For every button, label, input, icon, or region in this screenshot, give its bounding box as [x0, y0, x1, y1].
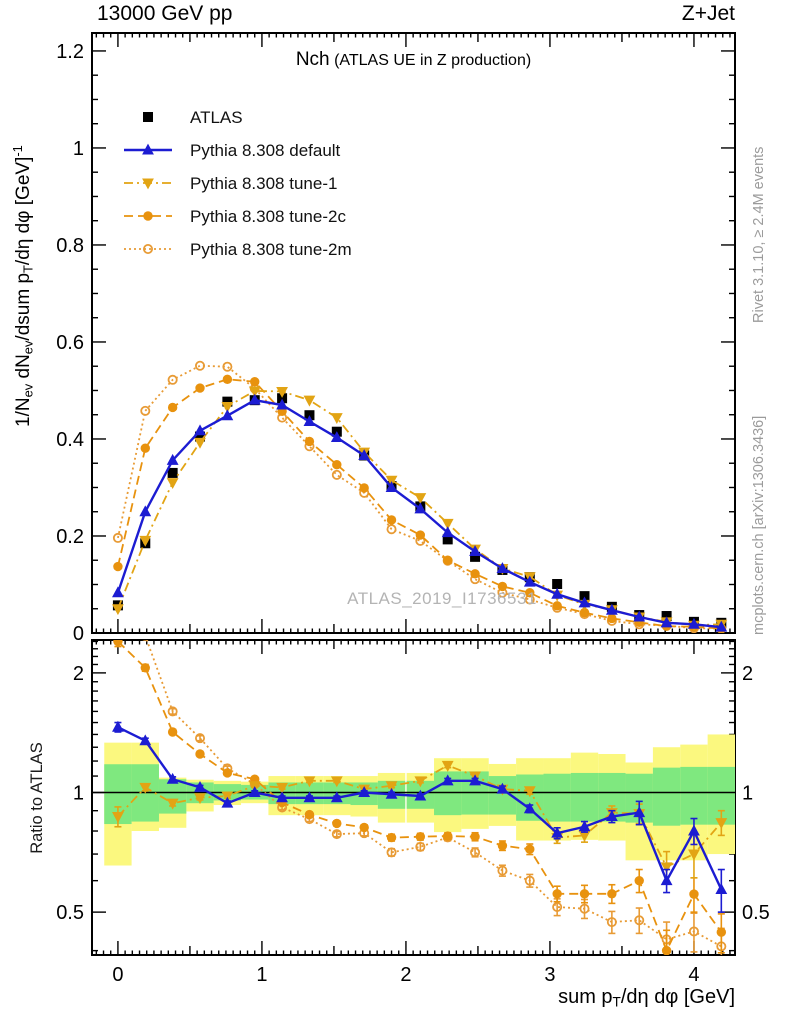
plot-title [92, 49, 735, 71]
data-marker [250, 377, 259, 386]
data-marker [331, 413, 343, 424]
data-marker [635, 876, 644, 885]
legend-entry-atlas [143, 108, 243, 127]
data-marker [195, 749, 204, 758]
legend-label-atlas: ATLAS [190, 108, 243, 127]
data-marker [113, 637, 122, 646]
main-y-tick-label: 0.2 [56, 525, 84, 548]
data-marker [332, 819, 341, 828]
data-marker [141, 663, 150, 672]
main-y-axis-title: 1/Nev dNev/dsum pT/dη dφ [GeV]$^{-1}$ [10, 145, 36, 427]
data-marker [580, 889, 589, 898]
green-band-bin [653, 768, 680, 826]
data-marker [143, 112, 153, 122]
x-axis-title: sum pT/dη dφ [GeV] [558, 986, 735, 1010]
main-y-tick-label: 0 [72, 623, 84, 645]
x-tick-label: 3 [544, 964, 556, 986]
data-marker [416, 530, 425, 539]
data-marker [142, 179, 154, 190]
main-y-tick-label: 0.4 [56, 428, 84, 451]
main-y-tick-label: 0.6 [56, 331, 84, 354]
data-marker [689, 889, 698, 898]
ratio-y-axis-title: Ratio to ATLAS [28, 742, 46, 854]
green-band-bin [516, 775, 543, 821]
legend-entry-tune2m [124, 240, 352, 259]
data-marker [717, 928, 726, 937]
data-marker [221, 409, 233, 420]
data-marker [143, 211, 152, 220]
ratio-y-tick-label-right: 2 [742, 662, 754, 685]
data-marker [387, 515, 396, 524]
data-marker [141, 407, 149, 415]
data-marker [223, 768, 232, 777]
data-marker [223, 375, 232, 384]
data-marker [416, 832, 425, 841]
data-marker [305, 810, 314, 819]
data-marker [333, 471, 341, 479]
data-marker [141, 443, 150, 452]
data-marker [167, 478, 179, 489]
data-marker [387, 833, 396, 842]
legend-entry-default [124, 141, 341, 160]
analysis-name: (ATLAS UE in Z production) [334, 52, 532, 69]
legend-label-tune1: Pythia 8.308 tune-1 [190, 174, 338, 193]
data-marker [359, 483, 368, 492]
data-marker [168, 727, 177, 736]
generator-info-text: Rivet 3.1.10, ≥ 2.4M events [751, 146, 767, 323]
data-marker [113, 562, 122, 571]
legend-label-default: Pythia 8.308 default [190, 141, 341, 160]
main-y-tick-label: 1 [72, 137, 84, 160]
data-marker [552, 579, 562, 589]
green-band-bin [571, 773, 598, 822]
ratio-y-tick-label-left: 0.5 [56, 902, 84, 925]
legend [124, 108, 352, 259]
data-marker [525, 844, 534, 853]
x-tick-label: 4 [688, 964, 700, 986]
data-marker [359, 823, 368, 832]
green-band-bin [543, 774, 570, 822]
data-marker [443, 831, 452, 840]
data-marker [304, 396, 316, 407]
ratio-y-tick-label-left: 1 [72, 782, 84, 805]
data-marker [443, 556, 452, 565]
data-marker [470, 569, 479, 578]
data-marker [662, 946, 671, 955]
mcplots-reference-text: mcplots.cern.ch [arXiv:1306.3436] [751, 415, 767, 635]
main-y-tick-label: 1.2 [56, 40, 84, 63]
data-marker [139, 505, 151, 516]
data-marker [305, 437, 314, 446]
data-marker [168, 403, 177, 412]
data-marker [607, 889, 616, 898]
process-label: Z+Jet [681, 2, 735, 25]
green-band-bin [680, 767, 707, 825]
x-tick-label: 1 [256, 964, 268, 986]
main-y-tick-label: 0.8 [56, 234, 84, 257]
observable-name: Nch [295, 49, 330, 70]
legend-entry-tune1 [124, 174, 337, 193]
x-tick-label: 2 [400, 964, 412, 986]
legend-label-tune2m: Pythia 8.308 tune-2m [190, 240, 352, 259]
beam-energy-label: 13000 GeV pp [97, 2, 233, 25]
ratio-y-tick-label-left: 2 [72, 662, 84, 685]
ratio-y-tick-label-right: 0.5 [742, 902, 770, 925]
data-marker [552, 889, 561, 898]
data-marker [498, 841, 507, 850]
analysis-watermark: ATLAS_2019_I1736531 [347, 589, 537, 608]
legend-label-tune2c: Pythia 8.308 tune-2c [190, 207, 346, 226]
data-marker [470, 832, 479, 841]
x-tick-label: 0 [112, 964, 124, 986]
legend-entry-tune2c [124, 207, 346, 226]
ratio-y-tick-label-right: 1 [742, 782, 754, 805]
data-marker [332, 460, 341, 469]
data-marker [195, 383, 204, 392]
